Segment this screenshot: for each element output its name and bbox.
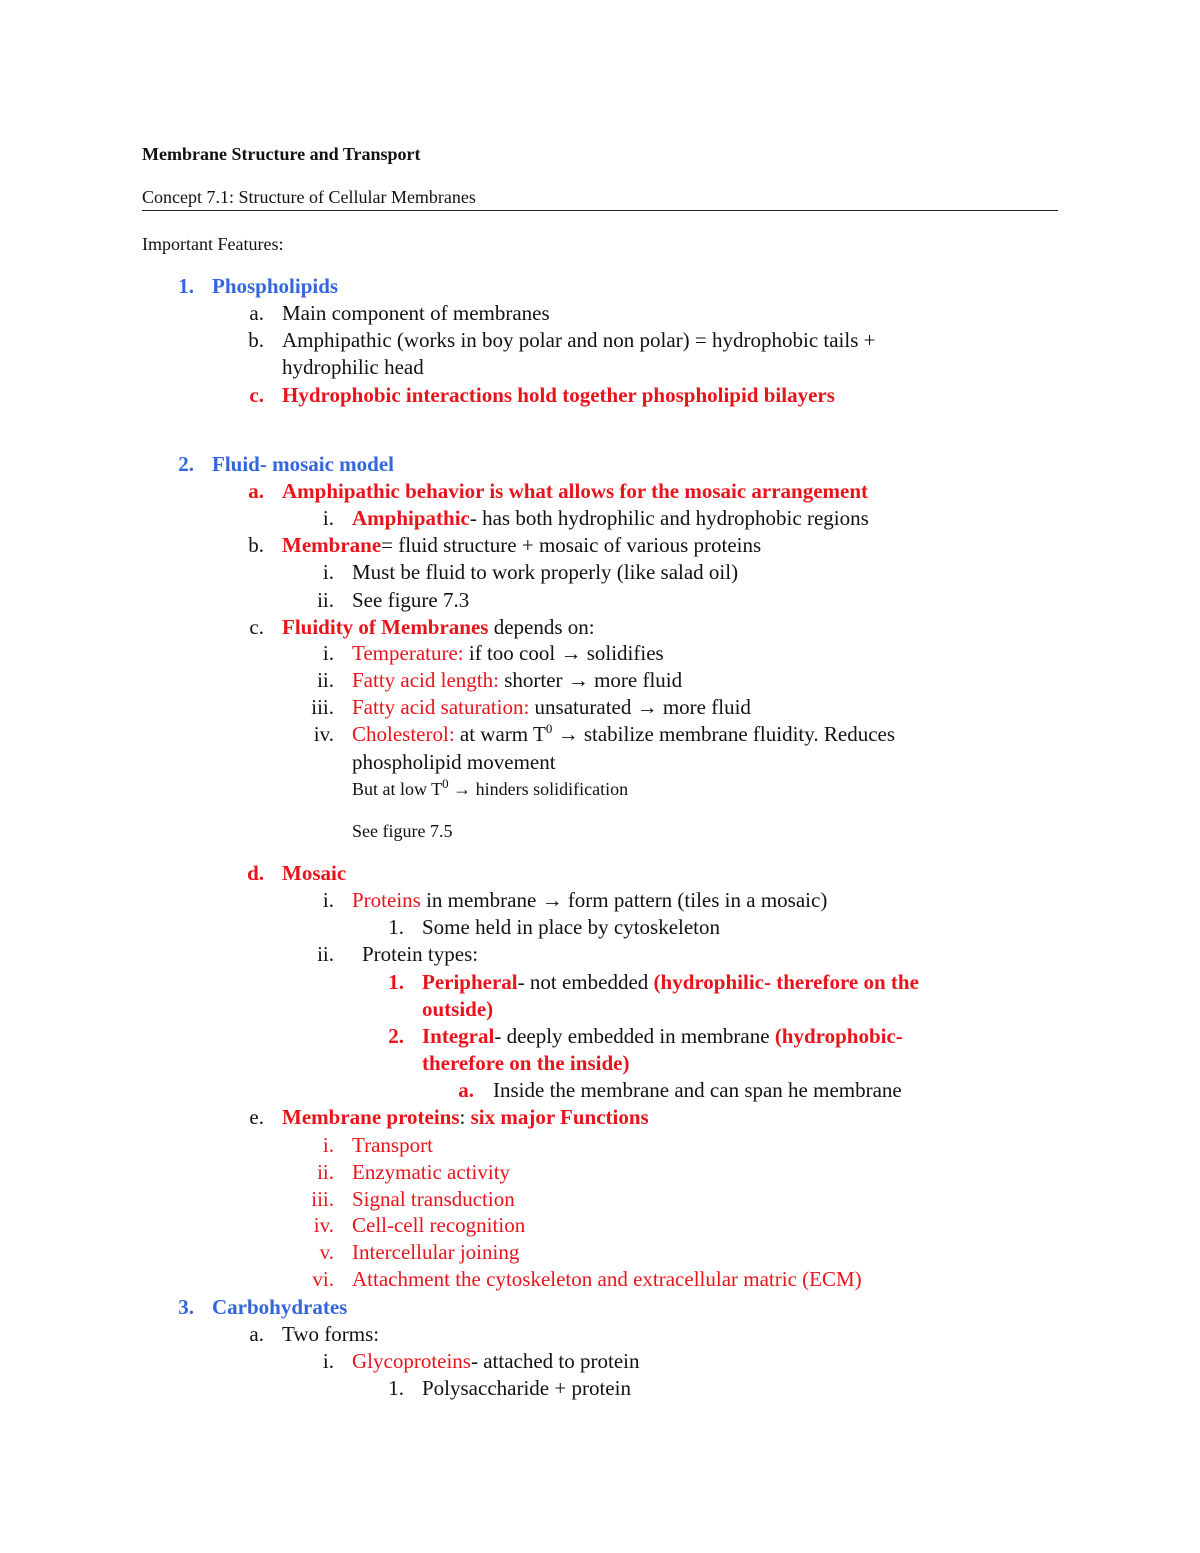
list-marker: iv. [313,722,334,746]
list-item: Amphipathic behavior is what allows for the mosaic arrangement [282,479,869,503]
list-item: Peripheral- not embedded (hydrophilic- therefore on the [422,970,919,994]
list-item: Amphipathic- has both hydrophilic and hydrophobic regions [352,506,869,530]
list-item: Hydrophobic interactions hold together phospholipid bilayers [282,383,835,407]
note-line: But at low $T^0$ → hinders solidification [352,776,629,799]
list-item: Enzymatic activity [352,1160,511,1184]
list-item: Temperature: if too cool → solidifies [352,641,664,665]
arrow-icon: → [557,722,579,746]
list-item-continuation: hydrophilic head [282,355,424,379]
list-marker: i. [322,888,334,912]
arrow-icon: → [453,779,472,799]
list-item: Transport [352,1133,433,1157]
list-marker: iii. [311,1187,334,1211]
list-marker: vi. [312,1267,334,1291]
list-marker: a. [458,1078,474,1102]
important-features-label: Important Features: [142,234,284,254]
section-heading-carbohydrates: Carbohydrates [212,1295,348,1319]
list-marker: i. [322,641,334,665]
list-item: Polysaccharide + protein [422,1376,631,1400]
arrow-icon: → [541,888,563,912]
list-marker: c. [249,615,264,639]
list-marker: iii. [311,695,334,719]
list-marker: e. [249,1105,264,1129]
list-marker: 2. [178,452,194,476]
list-marker: i. [322,1349,334,1373]
list-marker: 2. [388,1024,404,1048]
list-item: Amphipathic (works in boy polar and non polar) = hydrophobic tails + [282,328,876,352]
concept-heading: Concept 7.1: Structure of Cellular Membranes [142,187,476,207]
list-marker: a. [248,479,264,503]
list-item: Membrane proteins: six major Functions [282,1105,649,1129]
list-marker: 1. [388,1376,404,1400]
section-heading-fluid-mosaic: Fluid- mosaic model [212,452,394,476]
list-item: Proteins in membrane → form pattern (tiles in a mosaic) [352,888,828,912]
list-item: Membrane= fluid structure + mosaic of various proteins [282,533,762,557]
list-item: Fatty acid saturation: unsaturated → more fluid [352,695,751,719]
list-marker: a. [249,301,264,325]
list-item-continuation: therefore on the inside) [422,1051,630,1075]
list-item: Signal transduction [352,1187,515,1211]
list-item: Glycoproteins- attached to protein [352,1349,640,1373]
list-item: Inside the membrane and can span he membrane [493,1078,902,1102]
list-marker: iv. [313,1213,334,1237]
section-heading-phospholipids: Phospholipids [212,274,339,298]
list-item: Protein types: [362,942,479,966]
heading-rule [142,210,1058,211]
figure-reference: See figure 7.5 [352,821,453,841]
list-item: Fatty acid length: shorter → more fluid [352,668,683,692]
list-marker: 1. [178,274,194,298]
list-item: Mosaic [282,861,347,885]
list-marker: b. [248,533,264,557]
arrow-icon: → [560,641,582,665]
list-item: See figure 7.3 [352,588,470,612]
list-marker: 1. [388,970,404,994]
list-marker: c. [249,383,264,407]
list-item: Some held in place by cytoskeleton [422,915,721,939]
arrow-icon: → [636,695,658,719]
list-marker: a. [249,1322,264,1346]
list-marker: ii. [317,942,334,966]
list-item: Two forms: [282,1322,380,1346]
list-item: Fluidity of Membranes depends on: [282,615,595,639]
list-marker: i. [322,1133,334,1157]
list-item-continuation: phospholipid movement [352,750,556,774]
list-item: Intercellular joining [352,1240,520,1264]
list-marker: ii. [317,1160,334,1184]
document-title: Membrane Structure and Transport [142,144,421,164]
list-marker: 1. [388,915,404,939]
list-marker: d. [247,861,264,885]
arrow-icon: → [567,668,589,692]
list-marker: i. [322,506,334,530]
list-item: Integral- deeply embedded in membrane (hydrophobic- [422,1024,903,1048]
list-item: Main component of membranes [282,301,550,325]
list-marker: ii. [317,588,334,612]
list-marker: i. [322,560,334,584]
list-marker: ii. [317,668,334,692]
list-item: Cholesterol: at warm $T^0$ → stabilize membrane fluidity. Reduces [352,721,896,746]
list-marker: 3. [178,1295,194,1319]
list-item: Must be fluid to work properly (like salad oil) [352,560,739,584]
list-item-continuation: outside) [422,997,494,1021]
list-marker: b. [248,328,264,352]
list-item: Cell-cell recognition [352,1213,526,1237]
list-item: Attachment the cytoskeleton and extracellular matric (ECM) [352,1267,862,1291]
list-marker: v. [319,1240,334,1264]
